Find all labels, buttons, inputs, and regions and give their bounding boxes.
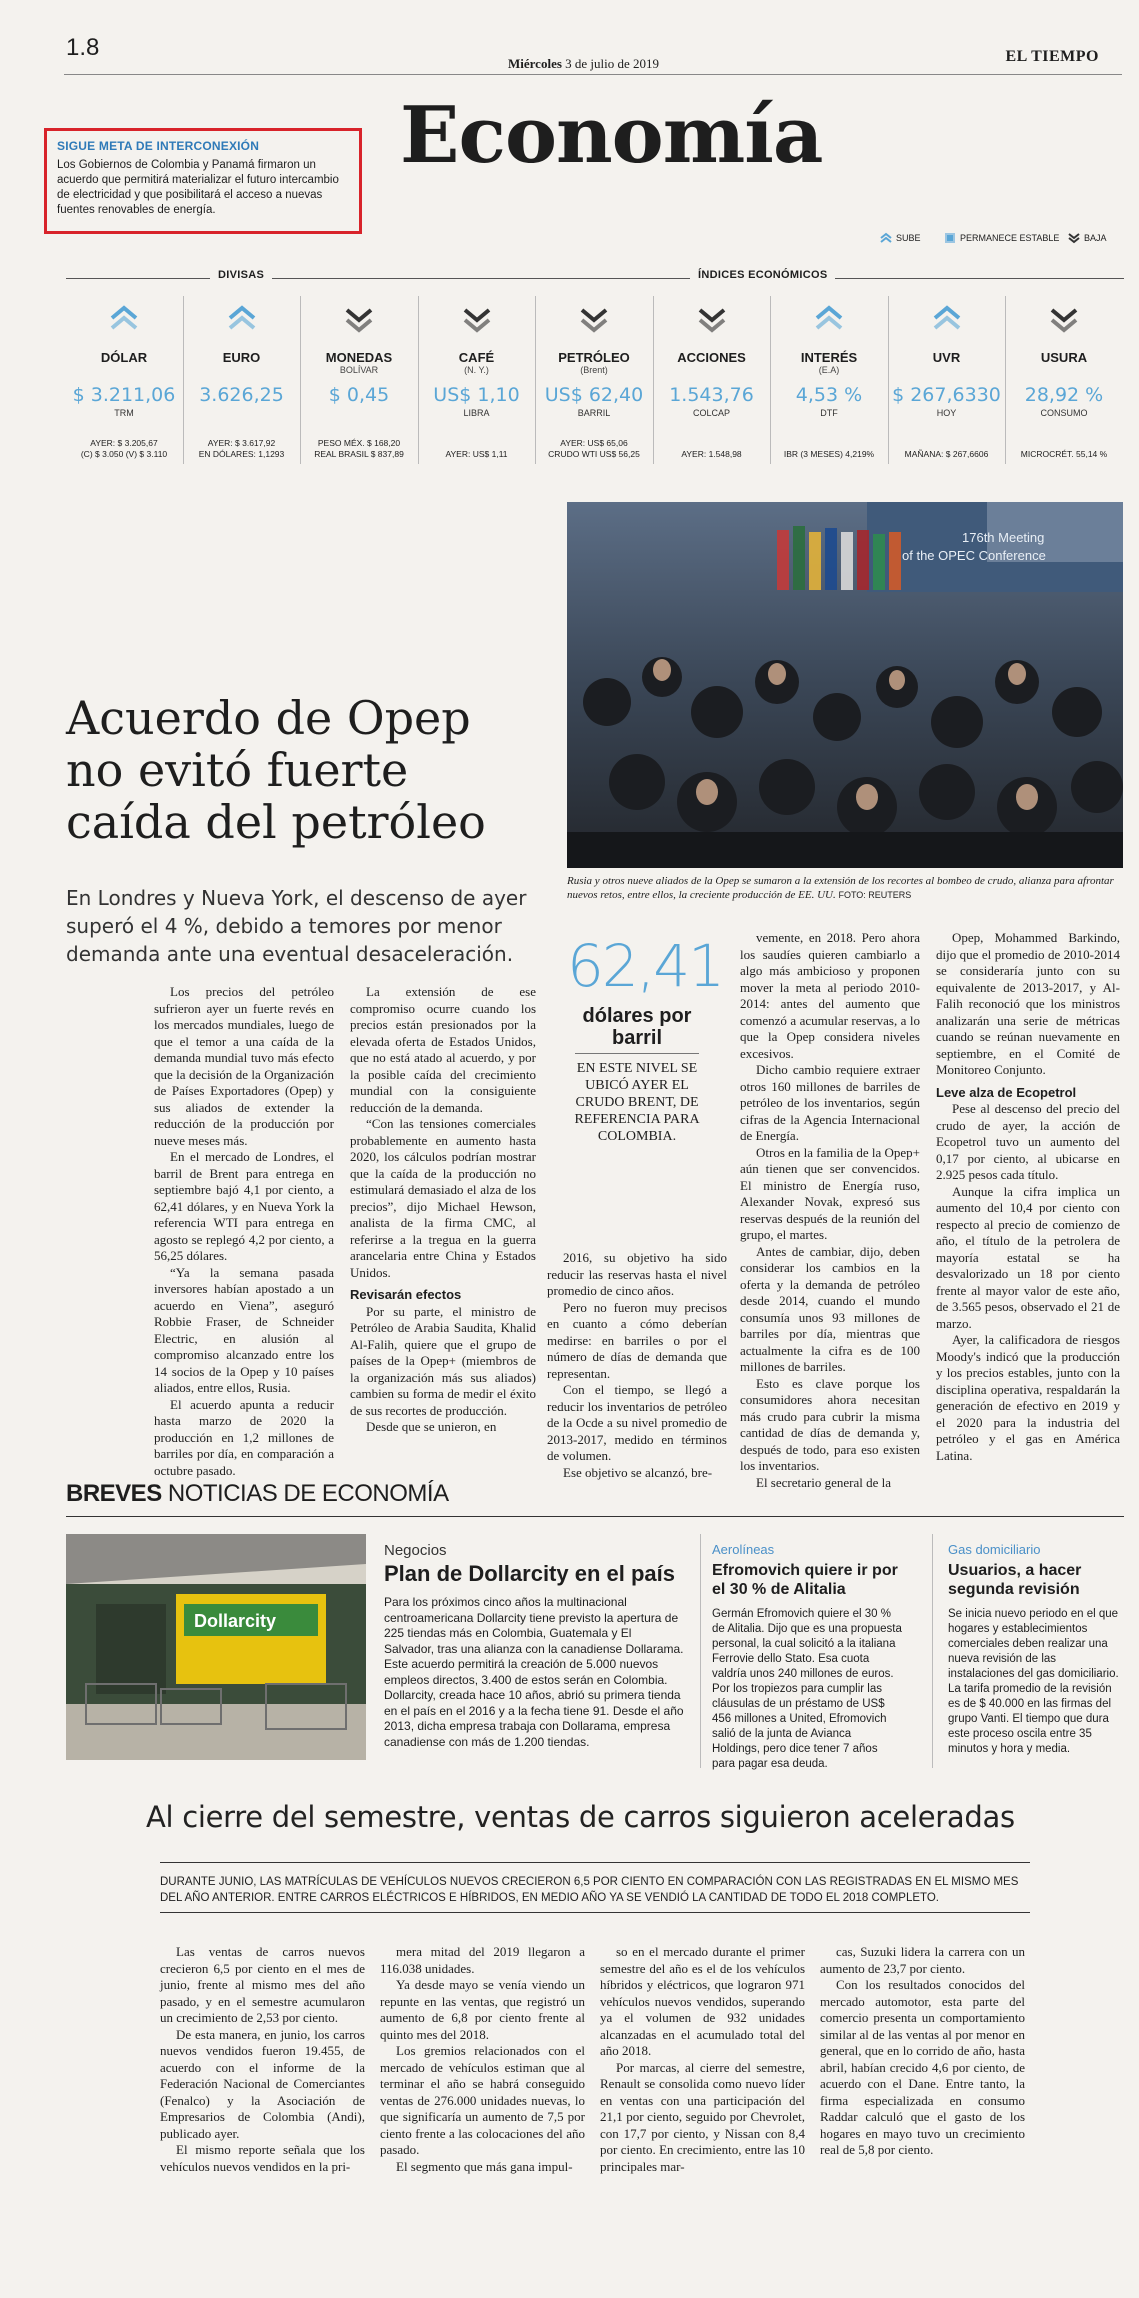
indicator-note (536, 438, 652, 460)
indicator-note-1: MAÑANA: $ 267,6606 (904, 449, 989, 459)
indicator-sub (654, 365, 770, 376)
indicator-7[interactable] (889, 296, 1005, 464)
indicator-note (1006, 449, 1122, 460)
indicator-name: PETRÓLEO (558, 350, 630, 365)
trend-up-icon (814, 304, 844, 334)
indicator-6[interactable] (771, 296, 887, 464)
breve-1-body: Para los próximos cinco años la multinacional centroamericana Dollarcity tiene previsto la apertura de 225 tiendas más en Colombia, Guatemala y El Salvador, tras una alianza con la canadiense Dollarama. Este acuerdo permitirá la creación de 5.000 nuevos empleos directos, 3.400 de estos serán en Colombia. Dollarcity, creada hace 10 años, abrió su primera tienda en el país en el 2016 y a la fecha tiene 91. Desde el año 2013, dicha empresa trabaja con Dollarama, empresa canadiense con más de 1.200 tiendas. (384, 1595, 684, 1749)
photo-banner-line1: 176th Meeting (962, 530, 1045, 545)
car-col-2 (380, 1944, 585, 2175)
paragraph: Los precios del petróleo sufrieron ayer un fuerte revés en los mercados mundiales, luego de que el temor a una caída de la demanda mundial tuvo más efecto que la decisión de la Organización de Países Exportadores (Opep) y sus aliados de extender la reducción de la producción por nueve meses más. (154, 984, 334, 1148)
breve-separator (932, 1534, 933, 1768)
indicator-8[interactable] (1006, 296, 1122, 464)
indicator-sub: BOLÍVAR (339, 365, 379, 375)
photo-caption (567, 874, 1123, 902)
main-col-4 (740, 930, 920, 1491)
promo-title: SIGUE META DE INTERCONEXIÓN (57, 139, 260, 153)
indicator-unit: LIBRA (463, 408, 490, 418)
indicator-value: US$ 1,10 (433, 384, 520, 406)
indicator-note (419, 449, 535, 460)
paragraph: cas, Suzuki lidera la carrera con un aumento de 23,7 por ciento. (820, 1944, 1025, 1976)
indicator-unit: COLCAP (692, 408, 730, 418)
indicator-note (771, 449, 887, 460)
breve-3-headline: Usuarios, a hacer segunda revisión (948, 1562, 1082, 1598)
trend-down-icon (579, 304, 609, 334)
breve-dollarcity[interactable] (384, 1542, 684, 1750)
main-col-2 (350, 984, 536, 1436)
paragraph: De esta manera, en junio, los carros nuevos vendidos fueron 19.455, de acuerdo con el informe de la Federación Nacional de Comerciantes (Fenalco) y la Asociación de Empresarios de Colombia (Andi), publicado ayer. (160, 2026, 365, 2141)
indicator-name: INTERÉS (800, 350, 858, 365)
trend-down-icon (1049, 304, 1079, 334)
indices-header: ÍNDICES ECONÓMICOS (690, 269, 835, 281)
breve-2-headline: Efromovich quiere ir por el 30 % de Alitalia (712, 1562, 898, 1598)
pull-label: dólares por barril (582, 1005, 692, 1049)
indicator-note-1: AYER: 1.548,98 (681, 449, 742, 459)
paragraph: Por su parte, el ministro de Petróleo de Arabia Saudita, Khalid Al-Falih, quiere que el grupo de países de la Opep+ (miembros de la organización más sus aliados) cambien su forma de medir el éxito de sus recortes de producción. (350, 1303, 536, 1418)
photo-credit: FOTO: REUTERS (838, 890, 912, 900)
breve-separator (700, 1534, 701, 1768)
breve-1-headline: Plan de Dollarcity en el país (384, 1561, 675, 1586)
masthead: EL TIEMPO (1005, 48, 1099, 65)
indicator-unit: BARRIL (577, 408, 611, 418)
paragraph: El secretario general de la (756, 1474, 891, 1490)
indicator-unit: CONSUMO (1040, 408, 1088, 418)
paragraph: El acuerdo apunta a reducir hasta marzo de 2020 la producción en 1,2 millones de barriles por día, en comparación a octubre pasado. (154, 1396, 334, 1478)
indicator-name: DÓLAR (100, 350, 148, 365)
trend-down-icon (344, 304, 374, 334)
trend-up-icon (109, 304, 139, 334)
breves-title (66, 1480, 449, 1508)
paragraph: En el mercado de Londres, el barril de Brent para entrega en septiembre bajó 4,1 por ciento, a 62,41 dólares, y en Nueva York la referencia WTI para entrega en agosto se replegó 4,2 por ciento, a 56,25 dólares. (154, 1149, 334, 1263)
indicator-note (301, 438, 417, 460)
indicator-note-1: PESO MÉX. $ 168,20 (317, 438, 401, 448)
indicator-value: 4,53 % (795, 384, 863, 406)
breves-rule (66, 1516, 1124, 1517)
date-day: Miércoles (508, 56, 562, 71)
promo-box[interactable] (44, 128, 362, 234)
indicator-note-2: EN DÓLARES: 1,1293 (198, 449, 285, 459)
indicator-unit: DTF (820, 408, 838, 418)
indicator-4[interactable] (536, 296, 652, 464)
indicator-1[interactable] (184, 296, 300, 464)
pull-note: EN ESTE NIVEL SE UBICÓ AYER EL CRUDO BRENT, DE REFERENCIA PARA COLOMBIA. (574, 1061, 700, 1144)
trend-up-icon (932, 304, 962, 334)
paragraph: Antes de cambiar, dijo, deben considerar los cambios en la oferta y la demanda de petróleo desde 2014, cuando el mundo consumía unos 93 millones de barriles por día, mientras que actualmente la cifra es de 100 millones de barriles. (740, 1243, 920, 1374)
paragraph: Pese al descenso del precio del crudo de ayer, la acción de Ecopetrol tuvo un aumento del 0,17 por ciento, al ubicarse en 2.925 pesos cada título. (936, 1101, 1120, 1182)
indicator-value: US$ 62,40 (544, 384, 644, 406)
indicator-sub (1006, 365, 1122, 376)
indicator-3[interactable] (419, 296, 535, 464)
indicator-note (654, 449, 770, 460)
paragraph: Ya desde mayo se venía viendo un repunte en las ventas, que registró un aumento de 6,8 por ciento frente al quinto mes del 2018. (380, 1977, 585, 2042)
photo-banner-line2: of the OPEC Conference (902, 548, 1046, 563)
indicator-unit: TRM (114, 408, 134, 418)
car-col-1 (160, 1944, 365, 2175)
indicator-note-2: CRUDO WTI US$ 56,25 (548, 449, 640, 459)
indicator-sub: (N. Y.) (464, 365, 489, 375)
indicator-name: UVR (932, 350, 961, 365)
car-dek-rule-bottom (160, 1912, 1030, 1913)
indicator-sub: (E.A) (818, 365, 840, 375)
car-sales-dek: DURANTE JUNIO, LAS MATRÍCULAS DE VEHÍCULOS NUEVOS CRECIERON 6,5 POR CIENTO EN COMPARACIÓN CON LAS REGISTRADAS EN EL MISMO MES DEL AÑO ANTERIOR. ENTRE CARROS ELÉCTRICOS E HÍBRIDOS, EN MEDIO AÑO YA SE VENDIÓ LA CANTIDAD DE TODO EL 2018 COMPLETO. (160, 1876, 1019, 1904)
breves-title-rest: NOTICIAS DE ECONOMÍA (167, 1480, 449, 1507)
opec-meeting-photo (567, 502, 1123, 868)
indicator-note-2: (C) $ 3.050 (V) $ 3.110 (80, 449, 168, 459)
caption-text: Rusia y otros nueve aliados de la Opep se sumaron a la extensión de los recortes al bombeo de crudo, alianza para afrontar nuevos retos, entre ellos, la creciente producción de EE. UU. (567, 875, 1114, 901)
breve-gas[interactable] (948, 1542, 1124, 1757)
legend-down (1068, 232, 1107, 244)
trend-stable-icon (944, 232, 956, 244)
subhead-ecopetrol: Leve alza de Ecopetrol (936, 1084, 1077, 1100)
indicator-value: $ 3.211,06 (72, 384, 176, 406)
indicator-unit: HOY (936, 408, 957, 418)
car-col-4 (820, 1944, 1025, 2159)
paragraph: Ayer, la calificadora de riesgos Moody's indicó que la producción y los precios estables, junto con la disciplina operativa, respaldarán la generación de efectivo en 2019 y el 2020 para la industria del petróleo y el gas en América Latina. (936, 1332, 1120, 1463)
breve-1-kicker: Negocios (384, 1542, 447, 1559)
paragraph: Otros en la familia de la Opep+ aún tienen que ser convencidos. El ministro de Energía ruso, Alexander Novak, expresó sus reservas después de la reunión del grupo, el martes. (740, 1144, 920, 1242)
breve-2-body: Germán Efromovich quiere el 30 % de Alitalia. Dijo que es una propuesta personal, la cual solicitó a la italiana Ferrovie dello Stato. Esa cuota valdría unos 240 millones de euros. Por los tropiezos para cumplir las cláusulas de un préstamo de US$ 456 millones a United, Efromovich salió de la junta de Avianca Holdings, pero dice tener 7 años para pagar esa deuda. (712, 1608, 902, 1770)
dateline (508, 56, 659, 72)
paragraph: Desde que se unieron, en (366, 1419, 497, 1434)
indicator-sub (184, 365, 300, 376)
indicator-name: EURO (222, 350, 261, 365)
legend-up (880, 232, 921, 244)
indicator-name: USURA (1040, 350, 1088, 365)
section-title: Economía (400, 90, 823, 181)
pull-number: 62,41 (567, 932, 724, 1000)
indicator-note-1: AYER: US$ 1,11 (445, 449, 508, 459)
paragraph: Dicho cambio requiere extraer otros 160 millones de barriles de petróleo de los inventarios, según cifras de la Agencia Internacional de Energía. (740, 1062, 920, 1143)
paragraph: Por marcas, al cierre del semestre, Renault se consolida como nuevo líder en ventas con una participación del 21,1 por ciento, seguido por Chevrolet, con 17,7 por ciento, y Nissan con 8,4 por ciento. En crecimiento, entre las 10 principales mar- (600, 2059, 805, 2174)
indicator-value: 28,92 % (1024, 384, 1104, 406)
indicator-0[interactable] (66, 296, 182, 464)
paragraph: Las ventas de carros nuevos crecieron 6,5 por ciento en el mes de junio, frente al mismo mes del año pasado, y en el semestre acumularon un crecimiento de 2,53 por ciento. (160, 1944, 365, 2025)
indicator-note-1: AYER: $ 3.205,67 (90, 438, 158, 448)
indicator-name: MONEDAS (325, 350, 393, 365)
main-dek: En Londres y Nueva York, el descenso de ayer superó el 4 %, debido a temores por menor demanda ante una eventual desaceleración. (66, 886, 527, 966)
main-headline: Acuerdo de Opep no evitó fuerte caída del petróleo (66, 691, 486, 849)
indicator-value: $ 267,6330 (892, 384, 1001, 406)
indicator-2[interactable] (301, 296, 417, 464)
subhead-revisaran: Revisarán efectos (350, 1287, 462, 1302)
car-dek-rule-top (160, 1862, 1030, 1863)
paragraph: mera mitad del 2019 llegaron a 116.038 unidades. (380, 1944, 585, 1976)
indicator-note (66, 438, 182, 460)
trend-down-icon (697, 304, 727, 334)
promo-body: Los Gobiernos de Colombia y Panamá firmaron un acuerdo que permitirá materializar el futuro intercambio de electricidad y que posibilitará el acceso a nuevas fuentes renovables de energía. (57, 159, 339, 216)
main-col-1 (154, 984, 334, 1479)
divisas-header: DIVISAS (210, 269, 272, 281)
indicator-sub (889, 365, 1005, 376)
dollarcity-store-photo (66, 1534, 366, 1760)
pull-rule (575, 1053, 699, 1054)
header-rule (64, 74, 1122, 75)
breve-alitalia[interactable] (712, 1542, 902, 1772)
paragraph: Opep, Mohammed Barkindo, dijo que el promedio de 2010-2014 se consideraría junto con su equivalente de 2013-2017, y Al-Falih reconoció que los ministros analizarán una serie de métricas cuando se reúnan nuevamente en septiembre, en el Comité de Monitoreo Conjunto. (936, 930, 1120, 1077)
trend-down-icon (462, 304, 492, 334)
indicator-note (889, 449, 1005, 460)
indicator-note-1: IBR (3 MESES) 4,219% (783, 449, 875, 459)
date-rest: 3 de julio de 2019 (565, 56, 660, 71)
paragraph: Esto es clave porque los consumidores ahora necesitan más crudo para cubrir la misma cantidad de días de demanda y, después de todo, para eso existen los inventarios. (740, 1375, 920, 1473)
breve-2-kicker: Aerolíneas (712, 1542, 775, 1557)
paragraph: 2016, su objetivo ha sido reducir las reservas hasta el nivel promedio de cinco años. (547, 1250, 727, 1298)
paragraph: “Ya la semana pasada inversores habían apostado a un acuerdo en Viena”, aseguró Robbie Fraser, de Schneider Electric, en alusión al compromiso alcanzado entre los 14 socios de la Opep y 10 países aliados, entre ellos, Rusia. (154, 1264, 334, 1395)
paragraph: La extensión de ese compromiso ocurre cuando los precios están presionados por la elevada oferta de Estados Unidos, que no está atado al acuerdo, y por la posible caída del crecimiento mundial con la consiguiente reducción de la demanda. (350, 984, 536, 1115)
car-col-3 (600, 1944, 805, 2175)
indicator-5[interactable] (654, 296, 770, 464)
indicator-value: $ 0,45 (328, 384, 390, 406)
indicator-sub: (Brent) (580, 365, 608, 375)
indicator-value: 3.626,25 (199, 384, 284, 406)
paragraph: El mismo reporte señala que los vehículos nuevos vendidos en la pri- (160, 2142, 365, 2174)
paragraph: vemente, en 2018. Pero ahora los saudíes quieren cambiarlo a algo más ambicioso y proponen mover la meta al periodo 2010-2014: antes del aumento que comenzó a acumular reservas, a lo que la Opep considera niveles excesivos. (740, 930, 920, 1061)
indicator-note-1: AYER: $ 3.617,92 (207, 438, 276, 448)
breves-title-bold: BREVES (66, 1480, 162, 1507)
paragraph: Ese objetivo se alcanzó, bre- (563, 1464, 713, 1480)
paragraph: Los gremios relacionados con el mercado de vehículos estiman que al terminar el año se habrá conseguido ventas de 276.000 unidades nuevas, lo que significaría un aumento de 7,5 por ciento frente a las colocaciones del año pasado. (380, 2043, 585, 2157)
paragraph: El segmento que más gana impul- (396, 2158, 573, 2174)
paragraph: Con los resultados conocidos del mercado automotor, esta parte del comercio presenta un comportamiento similar al de las ventas al por menor en general, que en lo corrido de año, hasta abril, habían crecido 4,6 por ciento, de acuerdo con el Dane. Entre tanto, la firma especializada en consumo Raddar calculó que el gasto de los hogares en mayo tuvo un crecimiento real de 5,8 por ciento. (820, 1977, 1025, 2157)
indicator-value: 1.543,76 (669, 384, 754, 406)
dollarcity-photo-image (66, 1534, 366, 1760)
breve-3-kicker: Gas domiciliario (948, 1542, 1041, 1557)
paragraph: so en el mercado durante el primer semestre del año es el de los vehículos híbridos y eléctricos, que lograron 971 vehículos nuevos vendidos, superando ya el volumen de 932 unidades alcanzadas en el acumulado total del año 2018. (600, 1944, 805, 2058)
opec-photo-image (567, 502, 1123, 868)
trend-down-icon (1068, 232, 1080, 244)
legend-stable-label: PERMANECE ESTABLE (960, 233, 1060, 243)
indicator-note-1: MICROCRÉT. 55,14 % (1020, 449, 1108, 459)
car-sales-headline: Al cierre del semestre, ventas de carros siguieron aceleradas (146, 1800, 1015, 1834)
paragraph: Aunque la cifra implica un aumento del 10,4 por ciento con respecto al precio de comienzo de año, el título de la petrolera de mayoría estatal se ha desvalorizado un 18 por ciento frente al mayor valor de este año, de 3.565 pesos, observado el 21 de marzo. (936, 1183, 1120, 1331)
indicator-name: CAFÉ (458, 350, 495, 365)
paragraph: Pero no fueron muy precisos en cuanto a cómo deberían medirse: en barriles o por el número de días de demanda que representan. (547, 1299, 727, 1381)
photo-store-sign: Dollarcity (194, 1611, 277, 1631)
page-number: 1.8 (66, 34, 100, 61)
breve-3-body: Se inicia nuevo periodo en el que hogares y establecimientos comerciales deben realizar una nueva revisión de las instalaciones del gas domiciliario. La tarifa promedio de la revisión es de $ 40.000 en las firmas del grupo Vanti. El tiempo que dura este proceso oscila entre 35 minutos y hora y media. (948, 1608, 1119, 1755)
paragraph: Con el tiempo, se llegó a reducir los inventarios de petróleo de la Ocde a su nivel promedio de 2013-2017, medido en términos de volumen. (547, 1382, 727, 1463)
indicator-note-1: AYER: US$ 65,06 (560, 438, 628, 448)
indicator-note (184, 438, 300, 460)
indicator-name: ACCIONES (677, 350, 746, 365)
trend-up-icon (227, 304, 257, 334)
legend-stable (944, 232, 1059, 244)
trend-up-icon (880, 232, 892, 244)
indicator-note-2: REAL BRASIL $ 837,89 (314, 449, 404, 459)
main-col-3 (547, 1250, 727, 1481)
indicator-sub (66, 365, 182, 376)
legend-down-label: BAJA (1084, 233, 1107, 243)
main-col-5 (936, 930, 1120, 1464)
paragraph: “Con las tensiones comerciales probablemente en aumento hasta 2020, los cálculos podrían mostrar que la caída de la producción no estimulará demasiado el alza de los precios”, dijo Michael Hewson, analista de la firma CMC, al referirse a la tregua en la guerra arancelaria entre China y Estados Unidos. (350, 1116, 536, 1280)
legend-up-label: SUBE (896, 233, 921, 243)
